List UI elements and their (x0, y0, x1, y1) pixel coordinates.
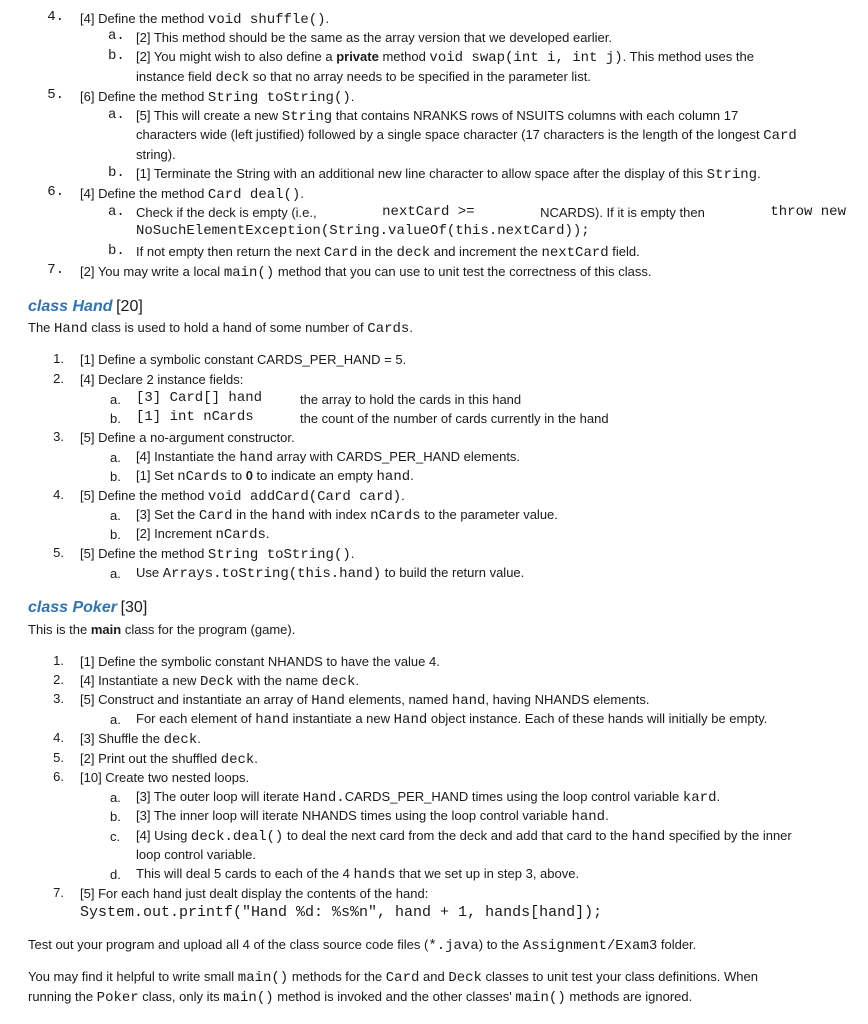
sub-label: b. (110, 527, 121, 542)
item-number: 5. (53, 545, 64, 560)
poker-item-3a: For each element of hand instantiate a new Hand object instance. Each of these hands will initially be empty. (136, 711, 768, 728)
sub-label: b. (110, 411, 121, 426)
poker-item-6b: [3] The inner loop will iterate NHANDS times using the loop control variable hand. (136, 808, 609, 825)
deck-item-6a-cont: NoSuchElementException(String.valueOf(this.nextCard)); (136, 223, 590, 239)
poker-item-6d: This will deal 5 cards to each of the 4 hands that we set up in step 3, above. (136, 866, 580, 883)
deck-item-5a-cont2: string). (136, 147, 176, 162)
field-ncards-decl: [1] int nCards (136, 409, 254, 425)
hand-heading: class Hand [20] (28, 298, 143, 315)
hand-item-4b: [2] Increment nCards. (136, 526, 270, 543)
item-number: 5. (47, 87, 64, 103)
poker-intro: This is the main class for the program (game). (28, 622, 296, 637)
hand-item-4a: [3] Set the Card in the hand with index nCards to the parameter value. (136, 507, 558, 524)
poker-item-4: [3] Shuffle the deck. (80, 731, 201, 748)
deck-item-4b: [2] You might wish to also define a private method void swap(int i, int j). This method uses the (136, 49, 754, 66)
poker-item-7: [5] For each hand just dealt display the contents of the hand: (80, 886, 429, 901)
deck-item-5: [6] Define the method String toString(). (80, 89, 355, 106)
item-number: 1. (53, 653, 64, 668)
item-number: 7. (53, 885, 64, 900)
field-hand-decl: [3] Card[] hand (136, 390, 263, 406)
sub-label: b. (110, 469, 121, 484)
sub-label: a. (110, 712, 121, 727)
sub-label: a. (110, 450, 121, 465)
item-number: 4. (47, 9, 64, 25)
deck-item-5b: [1] Terminate the String with an additional new line character to allow space after the display of this String. (136, 166, 761, 183)
item-number: 3. (53, 429, 64, 444)
sub-label: a. (108, 204, 125, 220)
field-ncards-desc: the count of the number of cards currently in the hand (300, 411, 609, 426)
deck-item-4: [4] Define the method void shuffle(). (80, 11, 330, 28)
sub-label: a. (110, 508, 121, 523)
sub-label: a. (110, 790, 121, 805)
unit-test-note-cont: running the Poker class, only its main() method is invoked and the other classes' main() methods are ignored. (28, 989, 693, 1006)
poker-item-1: [1] Define the symbolic constant NHANDS to have the value 4. (80, 654, 440, 669)
deck-item-4b-cont: instance field deck so that no array needs to be specified in the parameter list. (136, 69, 591, 86)
hand-item-3: [5] Define a no-argument constructor. (80, 430, 295, 445)
sub-label: b. (110, 809, 121, 824)
item-number: 1. (53, 351, 64, 366)
printf-code: System.out.printf("Hand %d: %s%n", hand + 1, hands[hand]); (80, 904, 603, 921)
hand-item-5a: Use Arrays.toString(this.hand) to build the return value. (136, 565, 525, 582)
hand-intro: The Hand class is used to hold a hand of some number of Cards. (28, 320, 413, 337)
hand-item-2: [4] Declare 2 instance fields: (80, 372, 244, 387)
item-number: 4. (53, 730, 64, 745)
unit-test-note: You may find it helpful to write small main() methods for the Card and Deck classes to unit test your class definitions. When (28, 969, 758, 986)
sub-label: b. (108, 165, 125, 181)
deck-item-4a: [2] This method should be the same as the array version that we developed earlier. (136, 30, 612, 45)
hand-item-4: [5] Define the method void addCard(Card card). (80, 488, 405, 505)
sub-label: a. (108, 28, 125, 44)
poker-item-5: [2] Print out the shuffled deck. (80, 751, 258, 768)
item-number: 5. (53, 750, 64, 765)
item-number: 2. (53, 672, 64, 687)
poker-item-6c: [4] Using deck.deal() to deal the next card from the deck and add that card to the hand specified by the inner (136, 828, 792, 845)
item-number: 7. (47, 262, 64, 278)
item-number: 6. (47, 184, 64, 200)
sub-label: a. (110, 566, 121, 581)
sub-label: a. (110, 392, 121, 407)
hand-item-3a: [4] Instantiate the hand array with CARDS_PER_HAND elements. (136, 449, 521, 466)
hand-item-1: [1] Define a symbolic constant CARDS_PER_HAND = 5. (80, 352, 407, 367)
sub-label: b. (108, 48, 125, 64)
poker-heading: class Poker [30] (28, 599, 148, 616)
hand-item-3b: [1] Set nCards to 0 to indicate an empty hand. (136, 468, 414, 485)
upload-instructions: Test out your program and upload all 4 of the class source code files (*.java) to the Assignment/Exam3 folder. (28, 937, 697, 954)
deck-item-5a: [5] This will create a new String that contains NRANKS rows of NSUITS columns with each column 17 (136, 108, 739, 125)
item-number: 3. (53, 691, 64, 706)
hand-item-5: [5] Define the method String toString(). (80, 546, 355, 563)
poker-item-6a: [3] The outer loop will iterate Hand.CARDS_PER_HAND times using the loop control variable kard. (136, 789, 721, 806)
poker-item-6c-cont: loop control variable. (136, 847, 256, 862)
sub-label: a. (108, 107, 125, 123)
sub-label: d. (110, 867, 121, 882)
deck-item-6: [4] Define the method Card deal(). (80, 186, 304, 203)
item-number: 6. (53, 769, 64, 784)
deck-item-6b: If not empty then return the next Card in the deck and increment the nextCard field. (136, 244, 640, 261)
poker-item-6: [10] Create two nested loops. (80, 770, 250, 785)
item-number: 4. (53, 487, 64, 502)
poker-item-2: [4] Instantiate a new Deck with the name deck. (80, 673, 359, 690)
sub-label: b. (108, 243, 125, 259)
deck-item-7: [2] You may write a local main() method that you can use to unit test the correctness of this class. (80, 264, 652, 281)
field-hand-desc: the array to hold the cards in this hand (300, 392, 522, 407)
deck-item-5a-cont: characters wide (left justified) followed by a single space character (17 characters is the length of the longest Card (136, 127, 797, 144)
sub-label: c. (110, 829, 121, 844)
poker-item-3: [5] Construct and instantiate an array of Hand elements, named hand, having NHANDS elements. (80, 692, 650, 709)
deck-item-6a: Check if the deck is empty (i.e., nextCard >= NCARDS). If it is empty then throw new (136, 204, 846, 220)
item-number: 2. (53, 371, 64, 386)
